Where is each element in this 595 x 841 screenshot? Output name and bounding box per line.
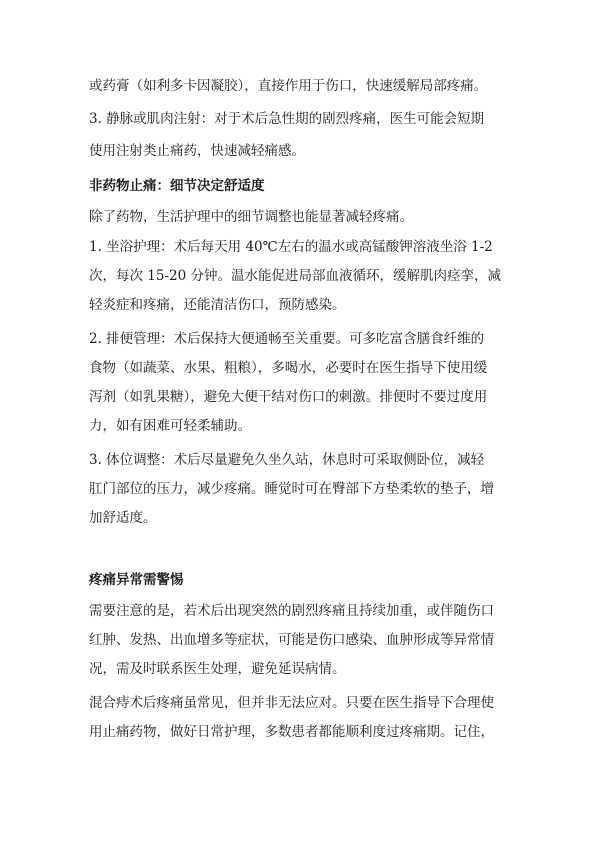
text-line: 食物（如蔬菜、水果、粗粮），多喝水，必要时在医生指导下使用缓 (89, 360, 488, 376)
text-line: 混合痔术后疼痛虽常见，但并非无法应对。只要在医生指导下合理使 (89, 695, 494, 711)
text-line: 需要注意的是，若术后出现突然的剧烈疼痛且持续加重，或伴随伤口 (89, 603, 494, 619)
text-line: 泻剂（如乳果糖），避免大便干结对伤口的刺激。排便时不要过度用 (89, 389, 488, 405)
text-line: 轻炎症和疼痛，还能清洁伤口，预防感染。 (89, 297, 346, 313)
text-line: 2. 排便管理：术后保持大便通畅至关重要。可多吃富含膳食纤维的 (89, 331, 485, 347)
text-line: 除了药物，生活护理中的细节调整也能显著减轻疼痛。 (89, 209, 413, 225)
text-line: 用止痛药物，做好日常护理，多数患者都能顺利度过疼痛期。记住， (89, 724, 494, 740)
text-line: 或药膏（如利多卡因凝胶），直接作用于伤口，快速缓解局部疼痛。 (89, 78, 488, 94)
section-heading: 疼痛异常需警惕 (89, 572, 184, 588)
text-line: 3. 静脉或肌肉注射：对于术后急性期的剧烈疼痛，医生可能会短期 (89, 111, 485, 127)
text-line: 加舒适度。 (89, 510, 157, 526)
text-line: 力，如有困难可轻柔辅助。 (89, 418, 251, 434)
text-line: 使用注射类止痛药，快速减轻痛感。 (89, 143, 305, 159)
text-line: 肛门部位的压力，减少疼痛。睡觉时可在臀部下方垫柔软的垫子，增 (89, 481, 494, 497)
text-line: 次，每次 15-20 分钟。温水能促进局部血液循环，缓解肌肉痉挛，减 (89, 268, 501, 284)
section-heading: 非药物止痛：细节决定舒适度 (89, 178, 265, 194)
text-line: 1. 坐浴护理：术后每天用 40℃左右的温水或高锰酸钾溶液坐浴 1-2 (89, 239, 493, 255)
text-line: 3. 体位调整：术后尽量避免久坐久站，休息时可采取侧卧位，减轻 (89, 452, 485, 468)
text-line: 红肿、发热、出血增多等症状，可能是伤口感染、血肿形成等异常情 (89, 632, 494, 648)
text-line: 况，需及时联系医生处理，避免延误病情。 (89, 661, 346, 677)
